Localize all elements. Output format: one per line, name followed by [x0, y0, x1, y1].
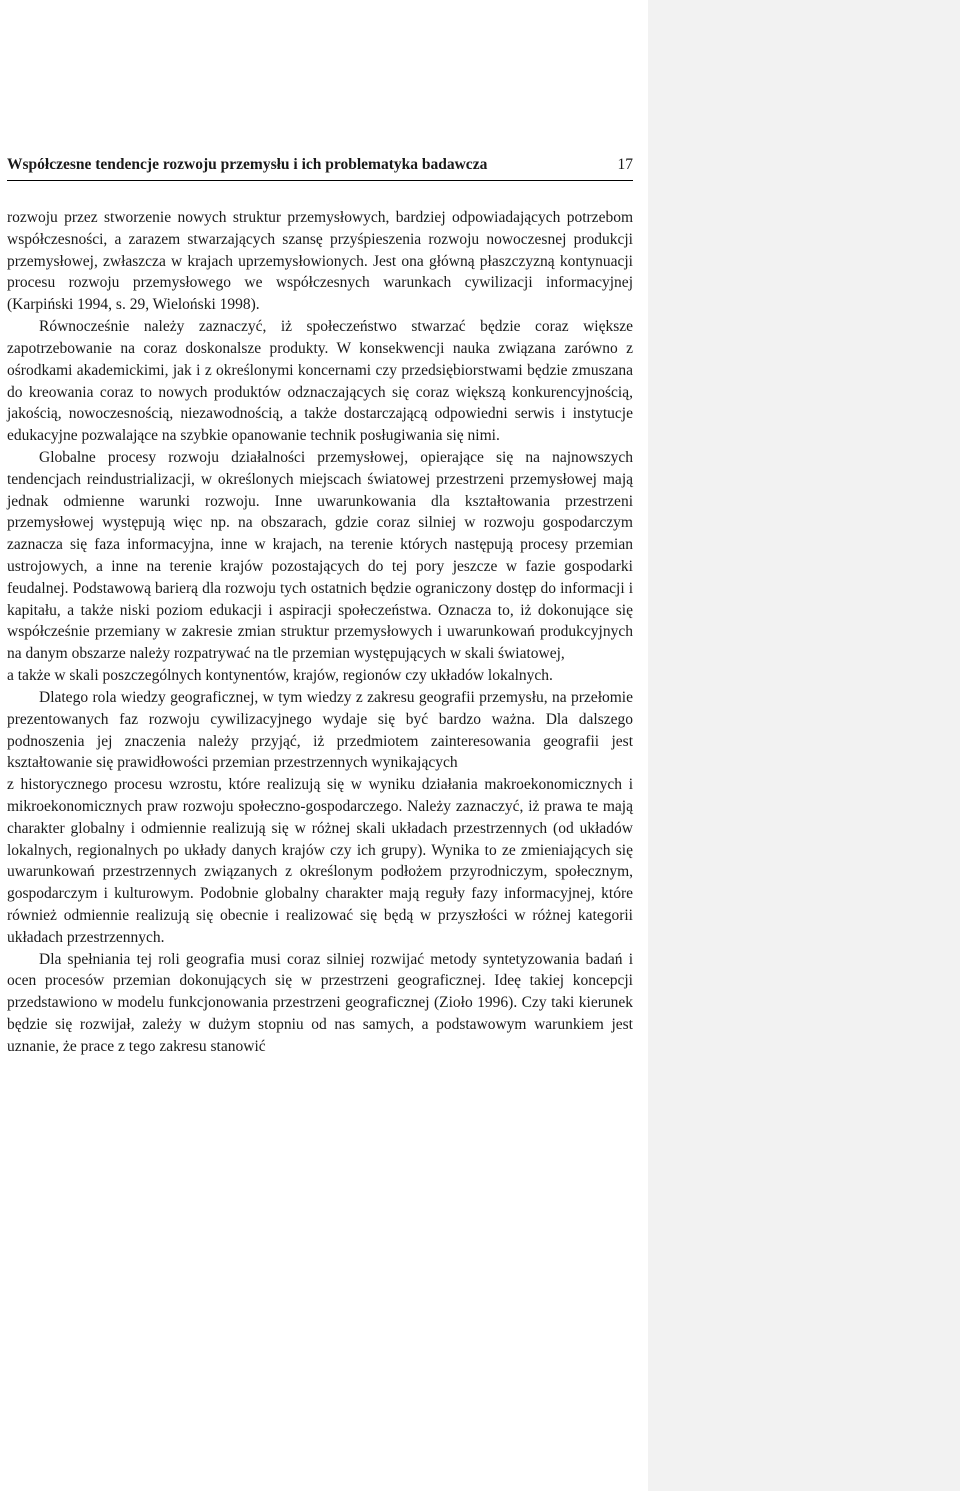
paragraph: Równocześnie należy zaznaczyć, iż społeczeństwo stwarzać będzie coraz większe zapotrzebowanie na coraz doskonalsze produkty. W konsekwencji nauka związana zarówno z ośrodkami akademickimi, jak i z określonymi koncernami czy przedsiębiorstwami będzie zmuszana do kreowania coraz to nowych produktów odznaczających się coraz większą konkurencyjnością, jakością, nowoczesnością, niezawodnością, a także dostarczającą odpowiedni serwis i instytucje edukacyjne pozwalające na szybkie opanowanie technik posługiwania się nimi. [7, 318, 633, 445]
paragraph: z historycznego procesu wzrostu, które realizują się w wyniku działania makroekonomicznych i mikroekonomicznych praw rozwoju społeczno-gospodarczego. Należy zaznaczyć, iż prawa te mają charakter globalny i odmiennie realizują się w różnej skali układach przestrzennych (od układów lokalnych, regionalnych po układy danych krajów czy ich grupy). Wynika to ze zmieniających się uwarunkowań przestrzennych związanych z określonym podłożem przyrodniczym, społecznym, gospodarczym i kulturowym. Podobnie globalny charakter mają reguły fazy informacyjnej, które również odmiennie realizują się obecnie i realizować się będą w przyszłości w różnej kategorii układach przestrzennych. [7, 776, 633, 946]
page-number: 17 [617, 156, 633, 173]
paragraph: Globalne procesy rozwoju działalności przemysłowej, opierające się na najnowszych tendencjach reindustrializacji, w określonych miejscach światowej przestrzeni przemysłowej mają jednak odmienne warunki rozwoju. Inne uwarunkowania dla kształtowania przestrzeni przemysłowej występują więc np. na obszarach, gdzie coraz silniej w rozwoju gospodarczym zaznacza się faza informacyjna, inne w krajach, na terenie których następują procesy przemian ustrojowych, a inne na terenie krajów pozostających do tej pory jeszcze w fazie gospodarki feudalnej. Podstawową barierą dla rozwoju tych ostatnich będzie ograniczony dostęp do informacji i kapitału, a także niski poziom edukacji i aspiracji społeczeństwa. Oznacza to, iż dokonujące się współcześnie przemiany w zakresie zmian struktur przemysłowych i uwarunkowań produkcyjnych na danym obszarze należy rozpatrywać na tle przemian występujących w skali światowej, [7, 448, 633, 663]
paragraph: Dlatego rola wiedzy geograficznej, w tym wiedzy z zakresu geografii przemysłu, na przełomie prezentowanych faz rozwoju cywilizacyjnego wydaje się być bardzo ważna. Dla dalszego podnoszenia jej znaczenia należy przyjąć, iż przedmiotem zainteresowania geografii jest kształtowanie się prawidłowości przemian przestrzennych wynikających [7, 688, 633, 772]
chapter-title: Współczesne tendencje rozwoju przemysłu i ich problematyka badawcza [7, 156, 488, 173]
body-text [7, 207, 633, 1058]
paragraph: Dla spełniania tej roli geografia musi coraz silniej rozwijać metody syntetyzowania badań i ocen procesów przemian dokonujących się w przestrzeni geograficznej. Ideę takiej koncepcji przedstawiono w modelu funkcjonowania przestrzeni geograficznej (Zioło 1996). Czy taki kierunek będzie się rozwijał, zależy w dużym stopniu od nas samych, a podstawowym warunkiem jest uznanie, że prace z tego zakresu stanowić [7, 950, 633, 1055]
running-header [7, 156, 633, 181]
paragraph: rozwoju przez stworzenie nowych struktur przemysłowych, bardziej odpowiadających potrzebom współczesności, a zarazem stwarzających szansę przyśpieszenia rozwoju nowoczesnej produkcji przemysłowej, zwłaszcza w krajach uprzemysłowionych. Jest ona główną płaszczyzną kontynuacji procesu rozwoju przemysłowego we współczesnych warunkach cywilizacji informacyjnej (Karpiński 1994, s. 29, Wieloński 1998). [7, 209, 633, 314]
comment-margin-pane [648, 0, 960, 1491]
paragraph: a także w skali poszczególnych kontynentów, krajów, regionów czy układów lokalnych. [7, 667, 553, 685]
